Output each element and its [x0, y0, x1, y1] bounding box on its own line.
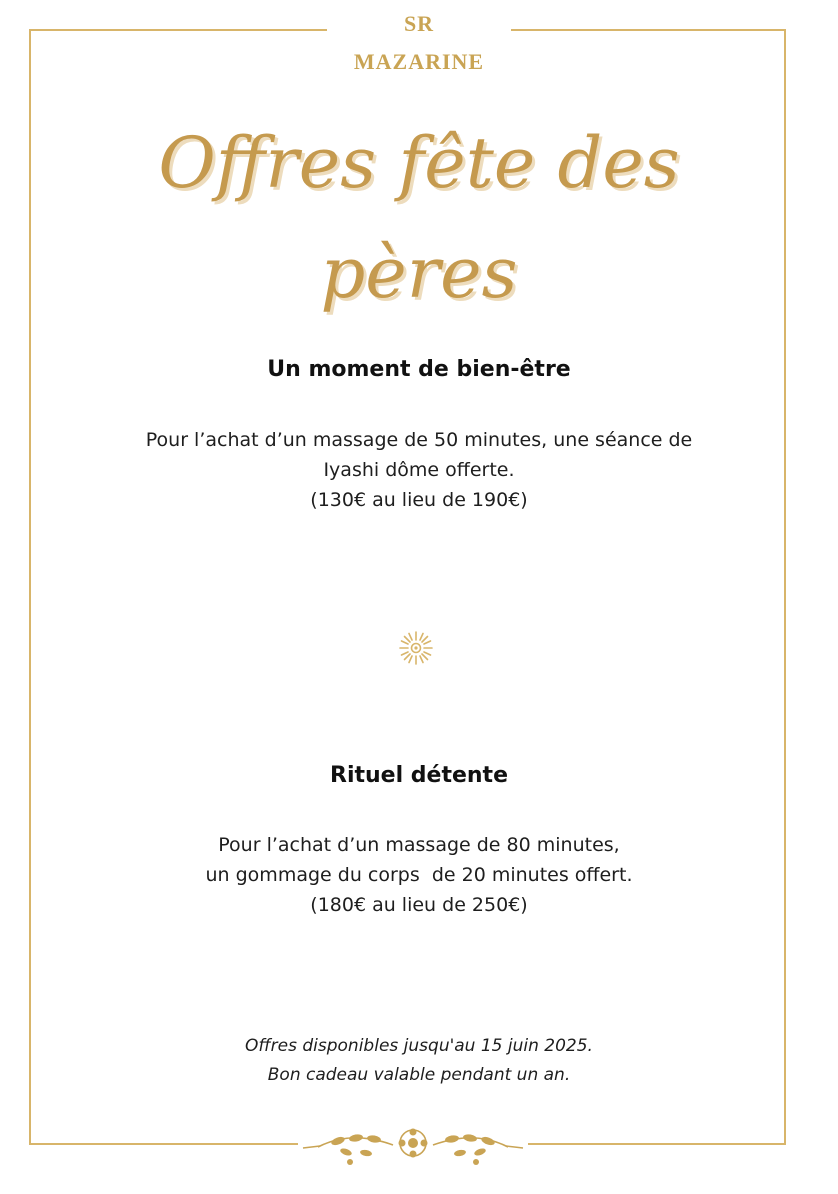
offer-line: un gommage du corps de 20 minutes offert. [205, 864, 633, 886]
floral-ornament-icon [298, 1124, 528, 1170]
offer-heading-2: Rituel détente [330, 763, 508, 788]
offer-heading-1: Un moment de bien-être [267, 357, 571, 382]
brand-name: MAZARINE [353, 49, 485, 74]
offer-price: (180€ au lieu de 250€) [310, 894, 528, 916]
footer-note [60, 1032, 778, 1090]
footer-validity: Offres disponibles jusqu'au 15 juin 2025. [245, 1036, 593, 1056]
sun-ornament-icon [398, 630, 434, 666]
offer-description-2 [60, 830, 778, 920]
brand-logo [327, 8, 511, 80]
page-title: Offres fête des pères [158, 122, 680, 314]
brand-monogram: SR [403, 11, 435, 36]
footer-gift-card: Bon cadeau valable pendant un an. [267, 1065, 571, 1085]
offer-line: Pour l’achat d’un massage de 80 minutes, [218, 834, 620, 856]
offer-price: (130€ au lieu de 190€) [310, 489, 528, 511]
offer-description-1 [60, 425, 778, 515]
offer-line: Iyashi dôme offerte. [323, 459, 515, 481]
offer-line: Pour l’achat d’un massage de 50 minutes, une séance de [145, 429, 693, 451]
